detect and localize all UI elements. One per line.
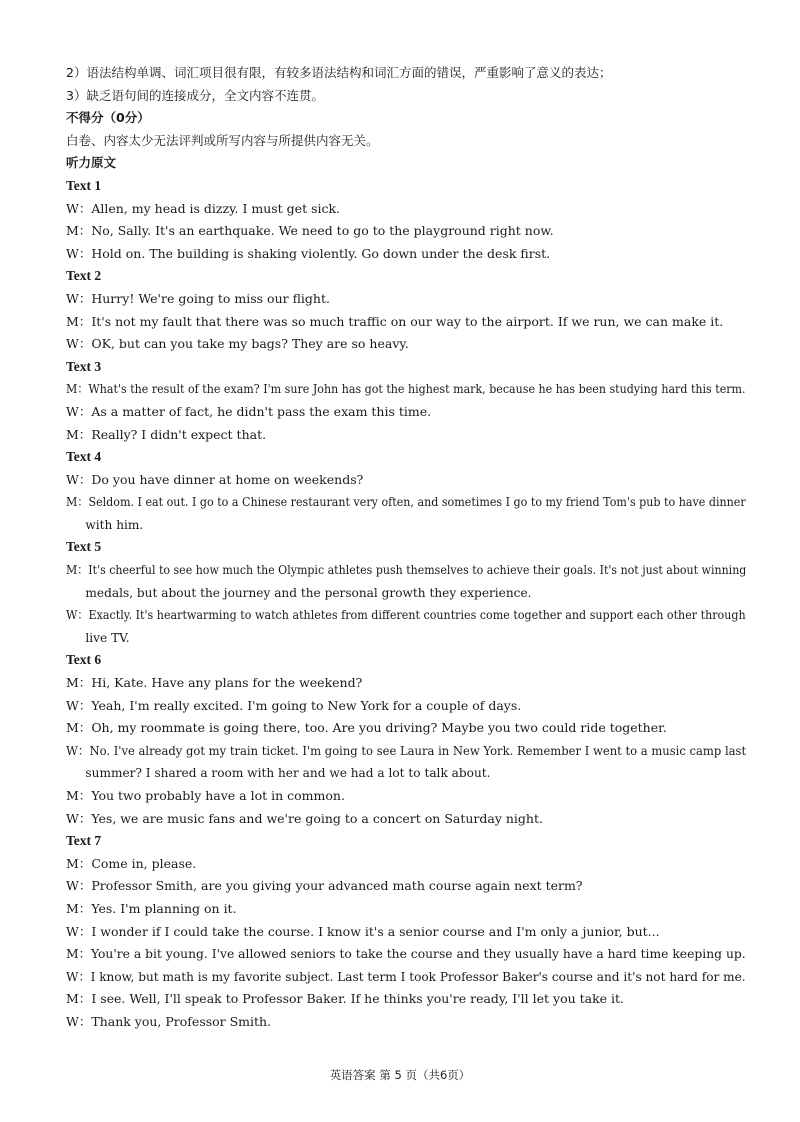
dialogue-line — [66, 378, 746, 401]
dialogue-line — [66, 966, 746, 989]
dialogue-line — [66, 898, 746, 921]
dialogue-line — [66, 220, 746, 243]
speaker-label: M： — [66, 675, 92, 691]
utterance-text: Yes. I'm planning on it. — [91, 900, 237, 916]
dialogue-first-line — [66, 424, 746, 447]
transcript-section — [66, 265, 746, 355]
text-title: Text 1 — [66, 177, 102, 193]
utterance-text: Yeah, I'm really excited. I'm going to New York for a couple of days. — [91, 697, 522, 713]
utterance-text: Exactly. It's heartwarming to watch athletes from different countries come together and support each other through — [88, 607, 746, 623]
dialogue-first-line — [66, 988, 746, 1011]
dialogue-first-line — [66, 740, 746, 763]
dialogue-line — [66, 604, 746, 649]
utterance-text: As a matter of fact, he didn't pass the exam this time. — [91, 403, 432, 419]
dialogue-first-line — [66, 604, 746, 627]
utterance-text: I know, but math is my favorite subject. Last term I took Professor Baker's course and it's not hard for me. — [90, 968, 746, 984]
speaker-label: W： — [66, 968, 91, 984]
speaker-label: M： — [66, 381, 89, 397]
utterance-text: No, Sally. It's an earthquake. We need to go to the playground right now. — [91, 223, 554, 239]
dialogue-line — [66, 333, 746, 356]
utterance-text: Come in, please. — [91, 855, 197, 871]
speaker-label: M： — [66, 720, 92, 736]
dialogue-line — [66, 921, 746, 944]
dialogue-first-line — [66, 853, 746, 876]
dialogue-first-line — [66, 559, 746, 582]
utterance-text: Do you have dinner at home on weekends? — [91, 471, 364, 487]
speaker-label: W： — [66, 810, 92, 826]
rubric-item-2: 2）语法结构单调、词汇项目很有限，有较多语法结构和词汇方面的错误，严重影响了意义的表达； — [66, 65, 612, 80]
dialogue-first-line — [66, 288, 746, 311]
dialogue-line — [66, 559, 746, 604]
speaker-label: M： — [66, 855, 92, 871]
utterance-text: Hurry! We're going to miss our flight. — [91, 290, 330, 306]
utterance-text: Oh, my roommate is going there, too. Are you driving? Maybe you two could ride together. — [91, 720, 667, 736]
dialogue-first-line — [66, 469, 746, 492]
dialogue-line — [66, 311, 746, 334]
dialogue-first-line — [66, 1011, 746, 1034]
dialogue-first-line — [66, 333, 746, 356]
dialogue-first-line — [66, 808, 746, 831]
dialogue-line — [66, 785, 746, 808]
speaker-label: W： — [66, 1013, 92, 1029]
dialogue-line — [66, 672, 746, 695]
dialogue-first-line — [66, 717, 746, 740]
dialogue-first-line — [66, 311, 746, 334]
zero-score-description: 白卷、内容太少无法评判或所写内容与所提供内容无关。 — [66, 132, 379, 148]
speaker-label: M： — [66, 946, 91, 962]
speaker-label: W： — [66, 200, 92, 216]
dialogue-line — [66, 243, 746, 266]
speaker-label: M： — [66, 426, 92, 442]
dialogue-line — [66, 695, 746, 718]
dialogue-line — [66, 1011, 746, 1034]
dialogue-line — [66, 401, 746, 424]
dialogue-line — [66, 988, 746, 1011]
dialogue-first-line — [66, 785, 746, 808]
speaker-label: M： — [66, 788, 92, 803]
dialogue-line — [66, 717, 746, 740]
text-title: Text 4 — [66, 449, 102, 465]
dialogue-first-line — [66, 943, 746, 966]
text-title: Text 2 — [66, 268, 102, 284]
speaker-label: W： — [66, 336, 92, 352]
speaker-label: W： — [66, 742, 90, 758]
speaker-label: W： — [66, 923, 92, 939]
utterance-text: Really? I didn't expect that. — [91, 426, 267, 442]
dialogue-first-line — [66, 220, 746, 243]
dialogue-line — [66, 198, 746, 221]
utterance-text: Professor Smith, are you giving your advanced math course again next term? — [91, 878, 583, 894]
dialogue-first-line — [66, 378, 746, 401]
utterance-text: You're a bit young. I've allowed seniors to take the course and they usually have a hard time keeping up. — [90, 946, 746, 962]
dialogue-line — [66, 853, 746, 876]
utterance-continuation: summer? I shared a room with her and we had a lot to talk about. — [85, 765, 491, 781]
transcript-section — [66, 830, 746, 1033]
dialogue-first-line — [66, 243, 746, 266]
speaker-label: M： — [66, 313, 92, 329]
dialogue-first-line — [66, 695, 746, 718]
utterance-text: What's the result of the exam? I'm sure John has got the highest mark, because he has been studying hard this term. — [88, 381, 746, 397]
dialogue-line — [66, 875, 746, 898]
dialogue-line — [66, 943, 746, 966]
transcript-section — [66, 175, 746, 265]
dialogue-line — [66, 491, 746, 536]
utterance-continuation: medals, but about the journey and the personal growth they experience. — [85, 584, 532, 600]
utterance-text: It's cheerful to see how much the Olympic athletes push themselves to achieve their goals. It's not just about winning — [88, 562, 747, 578]
utterance-text: OK, but can you take my bags? They are so heavy. — [91, 336, 409, 352]
dialogue-line — [66, 469, 746, 492]
dialogue-line — [66, 740, 746, 785]
text-title: Text 5 — [66, 539, 102, 555]
dialogue-line — [66, 808, 746, 831]
dialogue-first-line — [66, 898, 746, 921]
dialogue-first-line — [66, 401, 746, 424]
utterance-text: It's not my fault that there was so much traffic on our way to the airport. If we run, we can make it. — [91, 313, 724, 329]
utterance-text: You two probably have a lot in common. — [91, 788, 345, 803]
dialogue-first-line — [66, 966, 746, 989]
dialogue-line — [66, 288, 746, 311]
speaker-label: M： — [66, 991, 92, 1007]
utterance-text: Seldom. I eat out. I go to a Chinese restaurant very often, and sometimes I go to my friend Tom's pub to have dinner — [88, 494, 746, 510]
speaker-label: W： — [66, 607, 89, 623]
transcript-heading: 听力原文 — [66, 155, 117, 171]
utterance-text: Yes, we are music fans and we're going to a concert on Saturday night. — [91, 810, 543, 826]
utterance-text: Thank you, Professor Smith. — [91, 1013, 272, 1029]
utterance-continuation: live TV. — [85, 629, 130, 645]
zero-score-heading: 不得分（0分） — [66, 110, 150, 126]
transcript-texts — [66, 175, 746, 1034]
speaker-label: M： — [66, 223, 92, 239]
dialogue-first-line — [66, 198, 746, 221]
rubric-item-3: 3）缺乏语句间的连接成分，全文内容不连贯。 — [66, 87, 324, 103]
transcript-section — [66, 446, 746, 536]
speaker-label: M： — [66, 562, 89, 578]
text-title: Text 7 — [66, 833, 102, 849]
dialogue-line — [66, 424, 746, 447]
transcript-section — [66, 356, 746, 446]
speaker-label: M： — [66, 494, 89, 510]
page-footer: 英语答案 第 5 页（共6页） — [329, 1068, 471, 1082]
speaker-label: M： — [66, 900, 92, 916]
transcript-section — [66, 536, 746, 649]
utterance-text: Hold on. The building is shaking violently. Go down under the desk first. — [91, 245, 551, 261]
text-title: Text 6 — [66, 652, 102, 668]
speaker-label: W： — [66, 245, 92, 261]
speaker-label: W： — [66, 403, 92, 419]
utterance-text: I see. Well, I'll speak to Professor Baker. If he thinks you're ready, I'll let you take it. — [91, 991, 625, 1007]
speaker-label: W： — [66, 697, 92, 713]
utterance-text: I wonder if I could take the course. I know it's a senior course and I'm only a junior, but... — [91, 923, 660, 939]
transcript-section — [66, 649, 746, 830]
dialogue-first-line — [66, 491, 746, 514]
speaker-label: W： — [66, 471, 92, 487]
utterance-continuation: with him. — [85, 516, 144, 532]
utterance-text: No. I've already got my train ticket. I'm going to see Laura in New York. Remember I went to a music camp last — [89, 742, 747, 758]
dialogue-first-line — [66, 875, 746, 898]
dialogue-first-line — [66, 672, 746, 695]
speaker-label: W： — [66, 878, 92, 894]
utterance-text: Allen, my head is dizzy. I must get sick. — [91, 200, 341, 216]
text-title: Text 3 — [66, 358, 102, 374]
speaker-label: W： — [66, 290, 92, 306]
utterance-text: Hi, Kate. Have any plans for the weekend? — [91, 675, 363, 691]
dialogue-first-line — [66, 921, 746, 944]
page-content — [66, 62, 746, 1034]
